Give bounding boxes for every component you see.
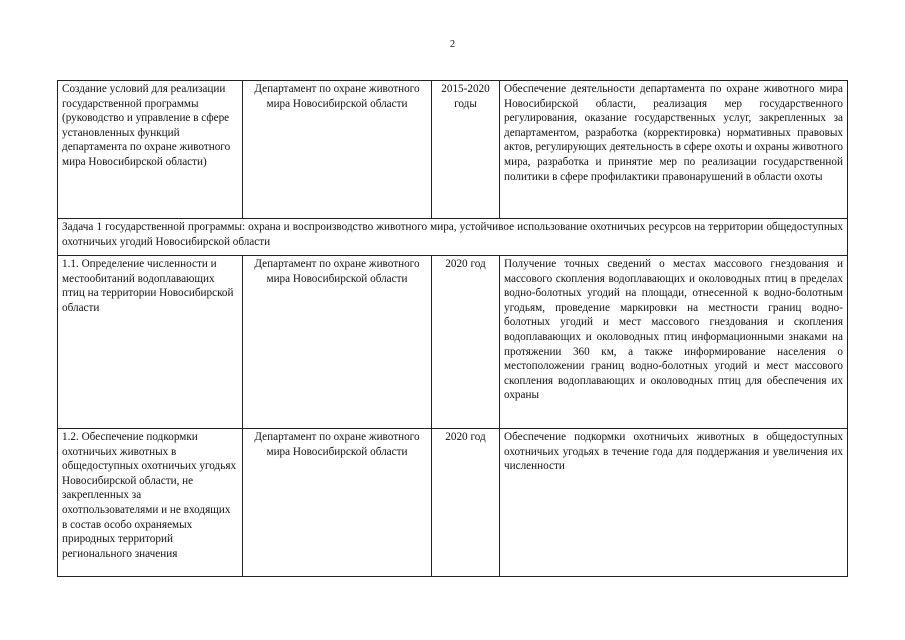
expected-result-cell: Получение точных сведений о местах массового гнездования и массового скопления водоплавающих и околоводных птиц в пределах водно-болотных угодий на площади, отнесенной к водно-болотным угодьям, проведение маркировки на местности границ водно-болотных угодий и мест массового гнездования и скопления водоплавающих и околоводных птиц информационными знаками на протяжении 360 км, а также информирование населения о местоположении границ водно-болотных угодий и мест массового скопления водоплавающих и околоводных птиц для обеспечения их охраны [500, 256, 848, 429]
expected-result-cell: Обеспечение деятельности департамента по охране животного мира Новосибирской области, реализация мер государственного регулирования, оказание государственных услуг, закрепленных за департаментом, разработка (корректировка) нормативных правовых актов, регулирующих деятельность в сфере охоты и охраны животного мира, разработка и принятие мер по реализации государственной политики в сфере профилактики правонарушений в области охоты [500, 81, 848, 219]
task-row [58, 219, 848, 256]
executor-cell: Департамент по охране животного мира Новосибирской области [243, 81, 432, 219]
executor-cell: Департамент по охране животного мира Новосибирской области [243, 429, 432, 577]
period-cell: 2015-2020 годы [432, 81, 500, 219]
table-row [58, 81, 848, 219]
page-number: 2 [449, 39, 456, 50]
table-row [58, 429, 848, 577]
period-cell: 2020 год [432, 429, 500, 577]
table-row [58, 256, 848, 429]
task-cell: Задача 1 государственной программы: охрана и воспроизводство животного мира, устойчивое использование охотничьих ресурсов на территории общедоступных охотничьих угодий Новосибирской области [58, 219, 848, 256]
expected-result-cell: Обеспечение подкормки охотничьих животных в общедоступных охотничьих угодьях в течение года для поддержания и увеличения их численности [500, 429, 848, 577]
activity-name-cell: 1.2. Обеспечение подкормки охотничьих животных в общедоступных охотничьих угодьях Новосибирской области, не закрепленных за охотпользователями и не входящих в состав особо охраняемых природных территорий регионального значения [58, 429, 243, 577]
program-activities-table [57, 80, 848, 577]
executor-cell: Департамент по охране животного мира Новосибирской области [243, 256, 432, 429]
activity-name-cell: Создание условий для реализации государственной программы (руководство и управление в сфере установленных функций департамента по охране животного мира Новосибирской области) [58, 81, 243, 219]
period-cell: 2020 год [432, 256, 500, 429]
activity-name-cell: 1.1. Определение численности и местообитаний водоплавающих птиц на территории Новосибирской области [58, 256, 243, 429]
